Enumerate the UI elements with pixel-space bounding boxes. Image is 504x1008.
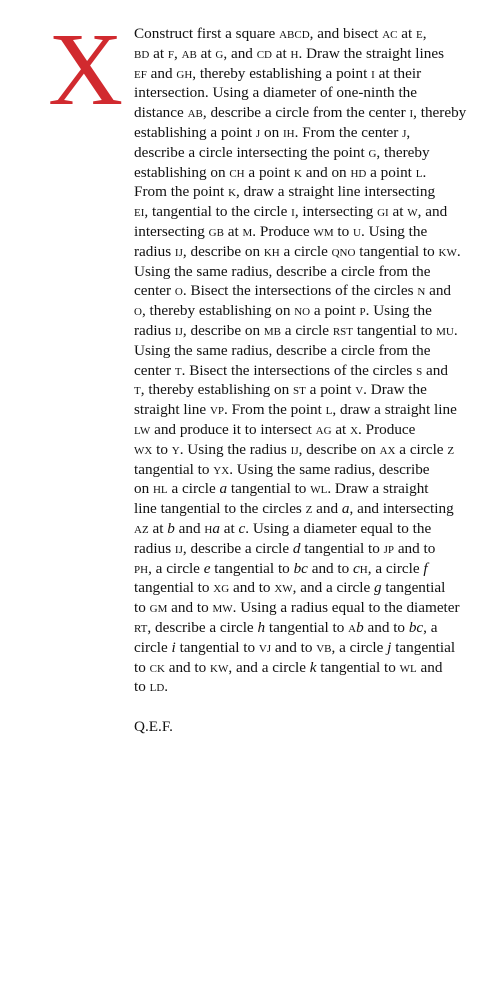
text-line: From the point k, draw a straight line intersecting — [134, 183, 436, 201]
text-line: line tangential to the circles z and a, and intersecting — [134, 500, 454, 518]
text-line: Using the same radius, describe a circle from the — [134, 262, 431, 280]
text-line: radius ij, describe on kh a circle qno tangential to kw. — [134, 242, 461, 260]
body-text — [134, 24, 496, 737]
text-line: tangential to xg and to xw, and a circle g tangential — [134, 579, 446, 597]
text-line: intersection. Using a diameter of one-ninth the — [134, 84, 417, 102]
text-line: to ck and to kw, and a circle k tangential to wl and — [134, 658, 443, 676]
text-line: bd at f, ab at g, and cd at h. Draw the straight lines — [134, 44, 444, 62]
closing-text: Q.E.F. — [134, 718, 173, 736]
text-line: on hl a circle a tangential to wl. Draw a straight — [134, 480, 429, 498]
text-line: Using the same radius, describe a circle from the — [134, 341, 431, 359]
text-line: ei, tangential to the circle i, intersecting gi at w, and — [134, 203, 448, 221]
text-line: intersecting gb at m. Produce wm to u. Using the — [134, 222, 428, 240]
text-line: circle i tangential to vj and to vb, a circle j tangential — [134, 638, 456, 656]
text-line: describe a circle intersecting the point g, thereby — [134, 143, 430, 161]
text-line: ph, a circle e tangential to bc and to ch, a circle f — [134, 559, 428, 577]
paragraph — [134, 24, 496, 697]
text-line: distance ab, describe a circle from the center i, thereby — [134, 104, 467, 122]
text-line: az at b and ha at c. Using a diameter equal to the — [134, 519, 432, 537]
text-line: straight line vp. From the point l, draw a straight line — [134, 401, 457, 419]
text-line: ef and gh, thereby establishing a point i at their — [134, 64, 422, 82]
text-line: establishing a point j on ih. From the center j, — [134, 123, 411, 141]
text-line: radius ij, describe on mb a circle rst tangential to mu. — [134, 321, 458, 339]
text-line: establishing on ch a point k and on hd a point l. — [134, 163, 427, 181]
text-line: wx to y. Using the radius ij, describe on ax a circle z — [134, 440, 455, 458]
text-line: o, thereby establishing on no a point p. Using the — [134, 302, 432, 320]
drop-cap-letter: X — [48, 12, 124, 127]
text-line: to gm and to mw. Using a radius equal to the diameter — [134, 599, 460, 617]
text-line: radius ij, describe a circle d tangential to jp and to — [134, 539, 436, 557]
text-line: tangential to yx. Using the same radius, describe — [134, 460, 430, 478]
text-line: rt, describe a circle h tangential to ab and to bc, a — [134, 618, 438, 636]
text-line: t, thereby establishing on st a point v. Draw the — [134, 381, 427, 399]
text-line: to ld. — [134, 678, 169, 696]
text-line: Construct first a square abcd, and bisect ac at e, — [134, 25, 427, 42]
text-line: center t. Bisect the intersections of the circles s and — [134, 361, 448, 379]
text-line: center o. Bisect the intersections of the circles n and — [134, 282, 452, 300]
text-line: lw and produce it to intersect ag at x. Produce — [134, 420, 416, 438]
